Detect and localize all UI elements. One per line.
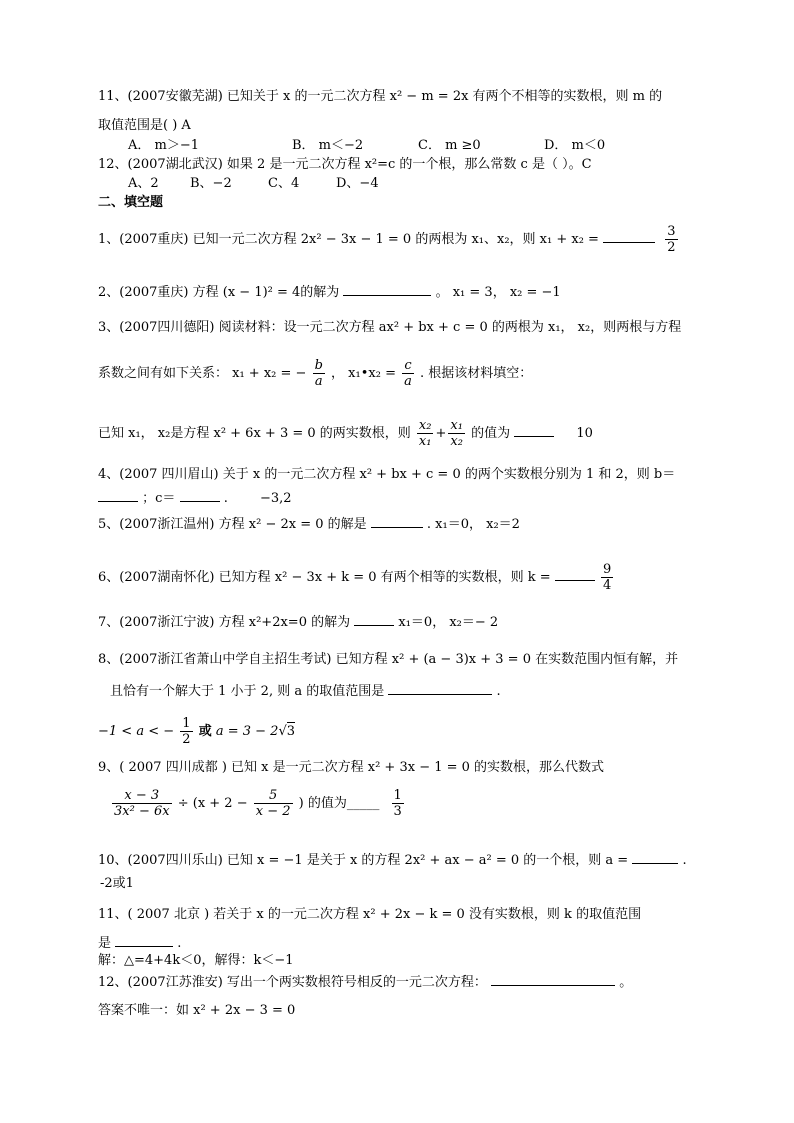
question-text: . [496,684,501,699]
mc-question-12: 12、(2007湖北武汉) 如果 2 是一元二次方程 x²=c 的一个根，那么常数 c 是（ ）。C [98,157,592,172]
fraction [448,418,465,449]
fill-question-4: 4、(2007 四川眉山) 关于 x 的一元二次方程 x² + bx + c = 0 的两个实数根分别为 1 和 2，则 b＝ [98,467,676,482]
fraction-numerator: x₁ [450,418,463,433]
question-text: . [177,936,182,951]
mc-option: B． m＜−2 [292,138,364,153]
answer-blank[interactable] [555,568,595,581]
fraction [402,358,414,389]
answer-fraction [601,562,613,593]
fill-question-9-expression [110,788,406,819]
answer-text: 。 x₁ = 3， x₂ = −1 [435,285,561,300]
question-text: . 根据该材料填空： [420,366,533,381]
fraction-numerator: 9 [602,562,612,577]
fill-question-11: 11、( 2007 北京 ) 若关于 x 的一元二次方程 x² + 2x − k = 0 没有实数根，则 k 的取值范围 [98,907,642,922]
fraction-numerator: 5 [254,788,293,804]
question-text: 已知 x₁， x₂是方程 x² + 6x + 3 = 0 的两实数根，则 [98,426,411,441]
answer-blank[interactable] [632,851,678,864]
fill-question-3-relations [98,358,532,389]
fraction-denominator: 4 [602,578,612,593]
fill-question-9: 9、( 2007 四川成都 ) 已知 x 是一元二次方程 x² + 3x − 1 = 0 的实数根，那么代数式 [98,760,605,775]
answer-text: −3,2 [259,491,292,506]
fraction-numerator: 1 [182,716,191,731]
fill-question-8: 8、(2007浙江省萧山中学自主招生考试) 已知方程 x² + (a − 3)x + 3 = 0 在实数范围内恒有解，并 [98,652,679,667]
answer-blank[interactable] [514,424,554,437]
fraction [254,788,293,819]
answer-text: 10 [576,426,593,441]
question-text: ；c＝ [142,491,176,506]
answer-fraction [665,224,677,255]
answer-blank[interactable] [115,934,173,947]
answer-fraction [392,788,404,819]
fill-question-8-answer [98,716,295,747]
fraction [112,788,172,819]
question-text: 。 [619,975,633,990]
mc-option: A、2 [128,176,159,191]
fraction-denominator: a [404,374,412,389]
mc-option: A． m＞−1 [128,138,200,153]
answer-blank[interactable] [371,515,423,528]
fill-question-10 [98,851,687,869]
fill-question-12 [98,973,632,991]
answer-blank[interactable] [491,973,615,986]
question-text: ÷ (x + 2 − [177,796,248,811]
question-text: 10、(2007四川乐山) 已知 x = −1 是关于 x 的方程 2x² + ax − a² = 0 的一个根，则 a = [98,853,629,868]
fraction-denominator: 3x² − 6x [114,804,170,819]
mc-option: B、−2 [190,176,232,191]
section-heading: 二、填空题 [98,195,164,210]
answer-blank[interactable] [180,489,220,502]
answer-blank[interactable] [354,613,394,626]
question-text: 的值为 [471,426,511,441]
answer-blank[interactable] [603,230,655,243]
sqrt-radicand: 3 [286,724,296,739]
answer-fraction [180,716,192,747]
fraction-numerator: x − 3 [112,788,172,804]
fill-question-6 [98,562,615,593]
fraction [417,418,434,449]
fill-question-5 [98,515,520,533]
question-text: 12、(2007江苏淮安) 写出一个两实数根符号相反的一元二次方程： [98,975,487,990]
fill-question-8-range [110,682,501,700]
fill-question-1 [98,224,680,255]
fill-question-4-blanks [98,489,292,507]
answer-blank[interactable] [388,682,492,695]
fraction-denominator: x₂ [450,434,463,449]
question-text: 是 [98,936,112,951]
question-text: 系数之间有如下关系： x₁ + x₂ = − [98,366,307,381]
question-text: . [223,491,228,506]
plus-sign: + [435,426,447,441]
fraction-denominator: 3 [393,804,402,819]
sqrt-icon: √ [278,724,287,739]
fraction-numerator: c [402,358,414,374]
question-text: 5、(2007浙江温州) 方程 x² − 2x = 0 的解是 [98,517,367,532]
question-text: 2、(2007重庆) 方程 (x − 1)² = 4的解为 [98,285,340,300]
fill-question-2 [98,283,561,301]
fill-question-10-answer: -2或1 [100,876,134,891]
answer-blank[interactable] [98,489,138,502]
mc-option: C． m ≥0 [418,138,481,153]
fraction-denominator: x − 2 [255,804,291,819]
question-text: ， x₁•x₂ = [331,366,396,381]
answer-blank[interactable] [343,283,431,296]
fill-question-7 [98,613,498,631]
question-text: 6、(2007湖南怀化) 已知方程 x² − 3x + k = 0 有两个相等的实数根，则 k = [98,570,551,585]
fraction-numerator: 1 [393,788,402,803]
fill-question-12-answer: 答案不唯一：如 x² + 2x − 3 = 0 [98,1003,296,1018]
mc-question-11-range: 取值范围是( ) A [98,118,191,133]
question-text: 1、(2007重庆) 已知一元二次方程 2x² − 3x − 1 = 0 的两根为 x₁、x₂，则 x₁ + x₂ = [98,232,599,247]
answer-text: a = 3 − 2 [215,724,279,739]
fill-question-11-solution: 解：△=4+4k＜0，解得：k＜−1 [98,953,294,968]
fraction-denominator: x₁ [418,434,432,449]
mc-option: C、4 [268,176,300,191]
fraction-denominator: 2 [667,240,676,255]
fill-question-3: 3、(2007四川德阳) 阅读材料：设一元二次方程 ax² + bx + c = 0 的两根为 x₁， x₂，则两根与方程 [98,320,682,335]
mc-option: D． m＜0 [544,138,606,153]
question-text: 7、(2007浙江宁波) 方程 x²+2x=0 的解为 [98,615,351,630]
question-text: . [682,853,687,868]
answer-text: −1 < a < − [98,724,175,739]
question-text: ) 的值为_____ [298,796,380,811]
fill-question-3-task [98,418,593,449]
fraction-denominator: 2 [182,732,191,747]
mc-option: D、−4 [336,176,379,191]
fill-question-11-range [98,934,181,952]
fraction-numerator: b [314,358,323,373]
fraction-numerator: 3 [667,224,676,239]
answer-text: x₁＝0， x₂＝− 2 [398,615,499,630]
mc-question-11: 11、(2007安徽芜湖) 已知关于 x 的一元二次方程 x² − m = 2x 有两个不相等的实数根，则 m 的 [98,89,663,104]
fraction [313,358,325,389]
fraction-denominator: a [314,374,323,389]
fraction-numerator: x₂ [418,418,432,433]
question-text: 且恰有一个解大于 1 小于 2, 则 a 的取值范围是 [110,684,385,699]
answer-text: 或 [198,724,212,739]
answer-text: . x₁＝0， x₂＝2 [426,517,520,532]
